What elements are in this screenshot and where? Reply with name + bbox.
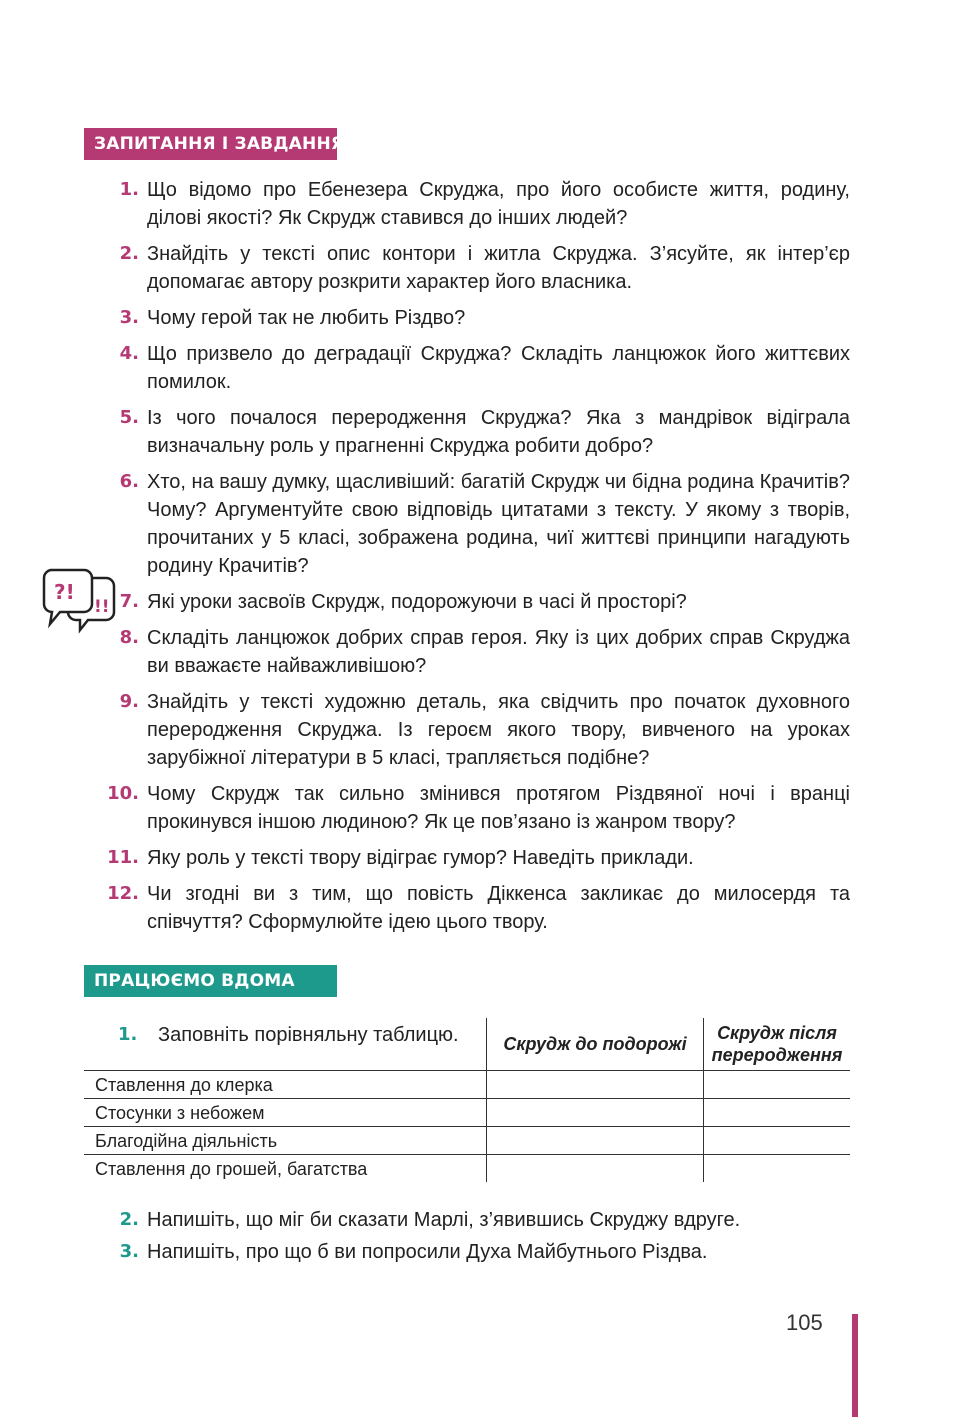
table-row xyxy=(84,1099,850,1127)
homework-text: Напишіть, що міг би сказати Марлі, з’явившись Скруджу вдруге. xyxy=(147,1209,741,1231)
question-item xyxy=(100,240,850,296)
question-text: Які уроки засвоїв Скрудж, подорожуючи в часі й просторі? xyxy=(147,591,687,613)
table-cell-empty xyxy=(704,1071,851,1099)
task-number: 1. xyxy=(118,1024,138,1045)
comparison-table xyxy=(84,1018,850,1182)
question-item xyxy=(100,340,850,396)
table-cell-empty xyxy=(704,1155,851,1183)
question-number: 5. xyxy=(119,407,139,428)
row-label: Ставлення до клерка xyxy=(84,1071,487,1099)
question-text: Що відомо про Ебенезера Скруджа, про його особисте життя, родину, ділові якості? Як Скрудж ставився до інших людей? xyxy=(147,179,850,229)
question-text: Яку роль у тексті твору відіграє гумор? Наведіть приклади. xyxy=(147,847,694,869)
table-row xyxy=(84,1071,850,1099)
comparison-table-block xyxy=(84,1018,850,1182)
table-cell-empty xyxy=(487,1071,704,1099)
table-header-row xyxy=(84,1018,850,1071)
question-item xyxy=(100,780,850,836)
question-number: 10. xyxy=(107,783,139,804)
column-header-before: Скрудж до подорожі xyxy=(487,1018,704,1071)
questions-list xyxy=(100,176,850,944)
question-item xyxy=(100,304,850,332)
table-cell-empty xyxy=(487,1099,704,1127)
question-item xyxy=(100,624,850,680)
page-number: 105 xyxy=(786,1310,823,1335)
question-text: Хто, на вашу думку, щасливіший: багатій Скрудж чи бідна родина Крачитів? Чому? Аргументуйте свою відповідь цитатами з тексту. У якому з творів, прочитаних у 5 класі, зображена родина, чиї життєві принципи нагадують родину Крачитів? xyxy=(147,471,850,577)
row-label: Благодійна діяльність xyxy=(84,1127,487,1155)
question-text: Складіть ланцюжок добрих справ героя. Яку із цих добрих справ Скруджа ви вважаєте найважливішою? xyxy=(147,627,850,677)
bubble-left-text: ?! xyxy=(54,580,75,604)
question-number: 2. xyxy=(119,243,139,264)
question-item xyxy=(100,588,850,616)
question-item xyxy=(100,844,850,872)
homework-section-title: ПРАЦЮЄМО ВДОМА xyxy=(84,965,337,997)
question-text: Знайдіть у тексті художню деталь, яка свідчить про початок духовного переродження Скруджа. Із героєм якого твору, вивченого на уроках зарубіжної літератури в 5 класі, трапляється подібне? xyxy=(147,691,850,769)
question-number: 8. xyxy=(119,627,139,648)
question-text: Чому Скрудж так сильно змінився протягом Різдвяної ночі і вранці прокинувся іншою людиною? Як це пов’язано із жанром твору? xyxy=(147,783,850,833)
question-number: 1. xyxy=(119,179,139,200)
questions-section-title: ЗАПИТАННЯ І ЗАВДАННЯ xyxy=(84,128,337,160)
question-item xyxy=(100,176,850,232)
question-number: 6. xyxy=(119,471,139,492)
homework-item xyxy=(100,1238,850,1266)
question-text: Чому герой так не любить Різдво? xyxy=(147,307,466,329)
table-row xyxy=(84,1155,850,1183)
table-cell-empty xyxy=(704,1127,851,1155)
question-item xyxy=(100,688,850,772)
question-text: Із чого почалося переродження Скруджа? Яка з мандрівок відіграла визначальну роль у прагненні Скруджа робити добро? xyxy=(147,407,850,457)
question-number: 12. xyxy=(107,883,139,904)
question-number: 4. xyxy=(119,343,139,364)
speech-bubbles-icon xyxy=(38,566,118,638)
question-item xyxy=(100,404,850,460)
question-number: 9. xyxy=(119,691,139,712)
homework-text: Напишіть, про що б ви попросили Духа Майбутнього Різдва. xyxy=(147,1241,708,1263)
question-item xyxy=(100,880,850,936)
row-label: Ставлення до грошей, багатства xyxy=(95,1158,368,1179)
row-label: Стосунки з небожем xyxy=(84,1099,487,1127)
table-cell-empty xyxy=(487,1127,704,1155)
column-header-after: Скрудж після переродження xyxy=(704,1018,851,1071)
question-number: 7. xyxy=(119,591,139,612)
task-text: Заповніть порівняльну таблицю. xyxy=(158,1024,459,1046)
table-cell-empty xyxy=(704,1099,851,1127)
question-item xyxy=(100,468,850,580)
question-text: Чи згодні ви з тим, що повість Діккенса закликає до милосердя та співчуття? Сформулюйте ідею цього твору. xyxy=(147,883,850,933)
homework-item xyxy=(100,1206,850,1234)
question-text: Що призвело до деградації Скруджа? Складіть ланцюжок його життєвих помилок. xyxy=(147,343,850,393)
question-number: 3. xyxy=(119,307,139,328)
page-edge-bar xyxy=(852,1314,858,1417)
homework-number: 3. xyxy=(119,1241,139,1262)
homework-list xyxy=(100,1206,850,1270)
homework-number: 2. xyxy=(119,1209,139,1230)
question-number: 11. xyxy=(107,847,139,868)
table-cell-empty xyxy=(487,1155,704,1183)
bubble-right-text: !! xyxy=(94,597,110,617)
table-row xyxy=(84,1127,850,1155)
task-1-header xyxy=(84,1018,487,1071)
question-text: Знайдіть у тексті опис контори і житла Скруджа. З’ясуйте, як інтер’єр допомагає автору розкрити характер його власника. xyxy=(147,243,850,293)
